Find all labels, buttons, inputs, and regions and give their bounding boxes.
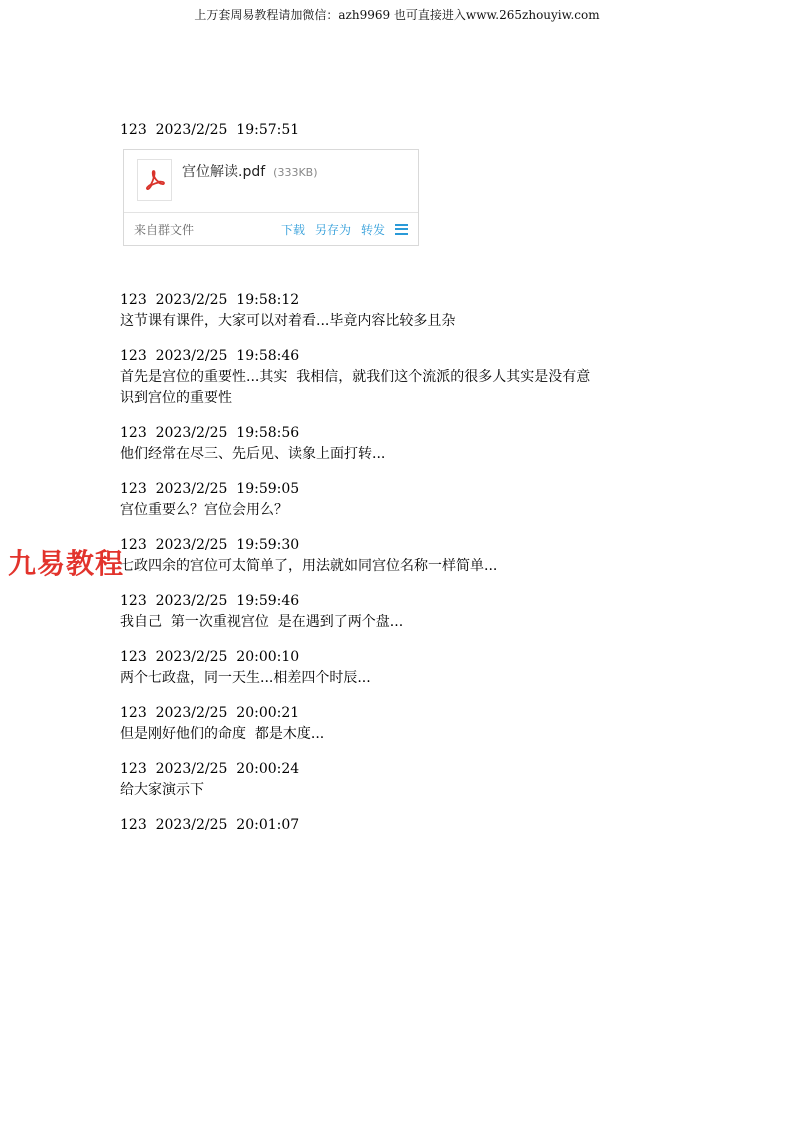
message-text: 两个七政盘，同一天生...相差四个时辰...	[120, 670, 371, 686]
message-meta: 123 2023/2/25 19:59:30	[120, 537, 300, 553]
message	[120, 535, 720, 577]
file-info	[124, 150, 418, 213]
message-meta: 123 2023/2/25 19:58:12	[120, 292, 300, 308]
menu-icon[interactable]	[395, 224, 408, 235]
message-text: 七政四余的宫位可太简单了，用法就如同宫位名称一样简单...	[120, 558, 498, 574]
message-text: 这节课有课件，大家可以对着看...毕竟内容比较多且杂	[120, 313, 456, 329]
message-text: 给大家演示下	[120, 782, 204, 798]
message-text: 宫位重要么？宫位会用么？	[120, 502, 288, 518]
file-actions-bar	[124, 213, 418, 245]
message-meta: 123 2023/2/25 19:59:46	[120, 593, 300, 609]
page-header: 上万套周易教程请加微信：azh9969 也可直接进入www.265zhouyiw.com	[194, 8, 600, 22]
message	[120, 290, 720, 332]
message-meta: 123 2023/2/25 19:58:56	[120, 425, 300, 441]
file-name	[182, 161, 318, 181]
file-name-text: 宫位解读.pdf	[182, 164, 266, 180]
message-text: 我自己 第一次重视宫位 是在遇到了两个盘...	[120, 614, 404, 630]
file-source: 来自群文件	[134, 222, 195, 237]
download-link[interactable]: 下载	[280, 222, 305, 237]
message	[120, 120, 720, 246]
message	[120, 346, 720, 409]
message-meta: 123 2023/2/25 20:01:07	[120, 817, 300, 833]
message	[120, 423, 720, 465]
message	[120, 479, 720, 521]
message	[120, 591, 720, 633]
message-meta: 123 2023/2/25 19:58:46	[120, 348, 300, 364]
pdf-icon	[137, 159, 172, 201]
file-size: (333KB)	[273, 166, 318, 179]
forward-link[interactable]: 转发	[360, 222, 385, 237]
message-meta: 123 2023/2/25 20:00:24	[120, 761, 300, 777]
message-list	[120, 120, 720, 850]
message-text: 首先是宫位的重要性...其实 我相信，就我们这个流派的很多人其实是没有意 识到宫位的重要性	[120, 369, 591, 406]
message-text: 他们经常在尽三、先后见、读象上面打转...	[120, 446, 386, 462]
message	[120, 703, 720, 745]
file-attachment-card[interactable]	[123, 149, 419, 246]
message	[120, 815, 720, 836]
message	[120, 759, 720, 801]
message	[120, 647, 720, 689]
message-text: 但是刚好他们的命度 都是木度...	[120, 726, 325, 742]
watermark-logo: 九易教程	[8, 547, 125, 580]
message-meta: 123 2023/2/25 19:59:05	[120, 481, 300, 497]
save-as-link[interactable]: 另存为	[314, 222, 351, 237]
message-meta: 123 2023/2/25 20:00:21	[120, 705, 300, 721]
message-meta: 123 2023/2/25 19:57:51	[120, 122, 300, 138]
message-meta: 123 2023/2/25 20:00:10	[120, 649, 300, 665]
